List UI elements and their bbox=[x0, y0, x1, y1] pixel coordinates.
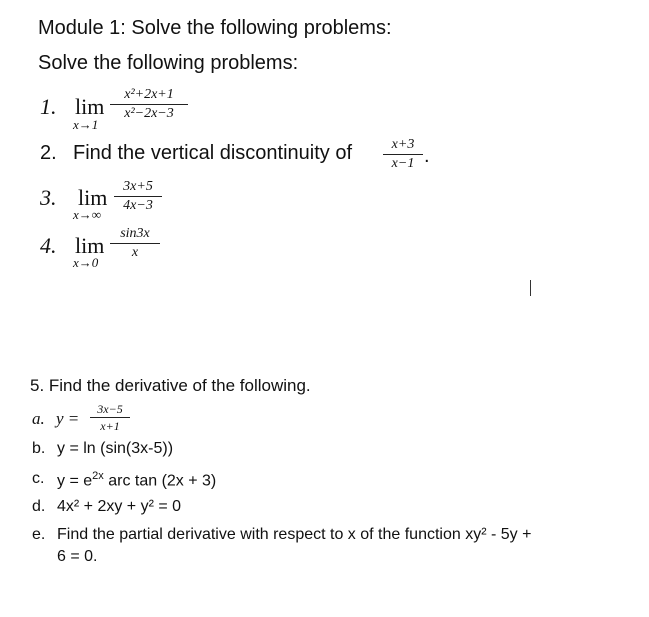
numerator: 3x+5 bbox=[123, 179, 153, 194]
item-label: c. bbox=[32, 470, 45, 487]
exponent: 2x bbox=[92, 470, 104, 482]
item-label: d. bbox=[32, 498, 46, 515]
text-cursor bbox=[530, 280, 531, 296]
item-text: 4x² + 2xy + y² = 0 bbox=[57, 498, 182, 515]
fraction-bar bbox=[90, 417, 130, 418]
denominator: x bbox=[131, 245, 139, 260]
lim-subscript: x→0 bbox=[73, 255, 99, 270]
fraction bbox=[110, 226, 160, 261]
numerator: x+3 bbox=[391, 137, 415, 152]
lim-operator: lim bbox=[75, 233, 105, 258]
text-pre: y = e bbox=[57, 472, 93, 490]
period: . bbox=[424, 145, 430, 167]
fraction-bar bbox=[114, 196, 162, 197]
fraction bbox=[383, 137, 423, 172]
item-text: y = ln (sin(3x-5)) bbox=[57, 440, 174, 457]
item-text bbox=[57, 470, 216, 490]
fraction bbox=[114, 179, 162, 214]
problem-text: Find the vertical discontinuity of bbox=[73, 142, 353, 164]
fraction-bar bbox=[383, 154, 423, 155]
numerator: sin3x bbox=[120, 226, 150, 241]
numerator: x²+2x+1 bbox=[124, 87, 174, 102]
item-text-line-2: 6 = 0. bbox=[57, 548, 98, 565]
item-label: a. bbox=[32, 409, 45, 428]
problem-number: 2. bbox=[40, 142, 57, 164]
denominator: 4x−3 bbox=[123, 198, 153, 213]
denominator: x²−2x−3 bbox=[124, 106, 174, 121]
derivatives-header: 5. Find the derivative of the following. bbox=[30, 376, 311, 395]
item-label: e. bbox=[32, 526, 46, 543]
item-label: b. bbox=[32, 440, 46, 457]
fraction bbox=[90, 402, 130, 433]
fraction bbox=[110, 87, 188, 122]
denominator: x−1 bbox=[391, 156, 415, 171]
numerator: 3x−5 bbox=[97, 402, 123, 416]
module-title: Module 1: Solve the following problems: bbox=[38, 17, 392, 39]
lim-operator: lim bbox=[78, 185, 108, 210]
fraction-bar bbox=[110, 104, 188, 105]
lim-operator: lim bbox=[75, 94, 105, 119]
text-post: arc tan (2x + 3) bbox=[103, 472, 217, 490]
lim-subscript: x→1 bbox=[73, 117, 99, 132]
problem-number: 3. bbox=[40, 185, 57, 210]
subtitle: Solve the following problems: bbox=[38, 52, 299, 74]
lim-subscript: x→∞ bbox=[73, 207, 102, 222]
item-text-line-1: Find the partial derivative with respect to x of the function xy² - 5y + bbox=[57, 526, 532, 543]
lhs: y = bbox=[56, 409, 80, 428]
fraction-bar bbox=[110, 243, 160, 244]
problem-number: 4. bbox=[40, 233, 57, 258]
denominator: x+1 bbox=[100, 419, 120, 433]
problem-number: 1. bbox=[40, 94, 57, 119]
